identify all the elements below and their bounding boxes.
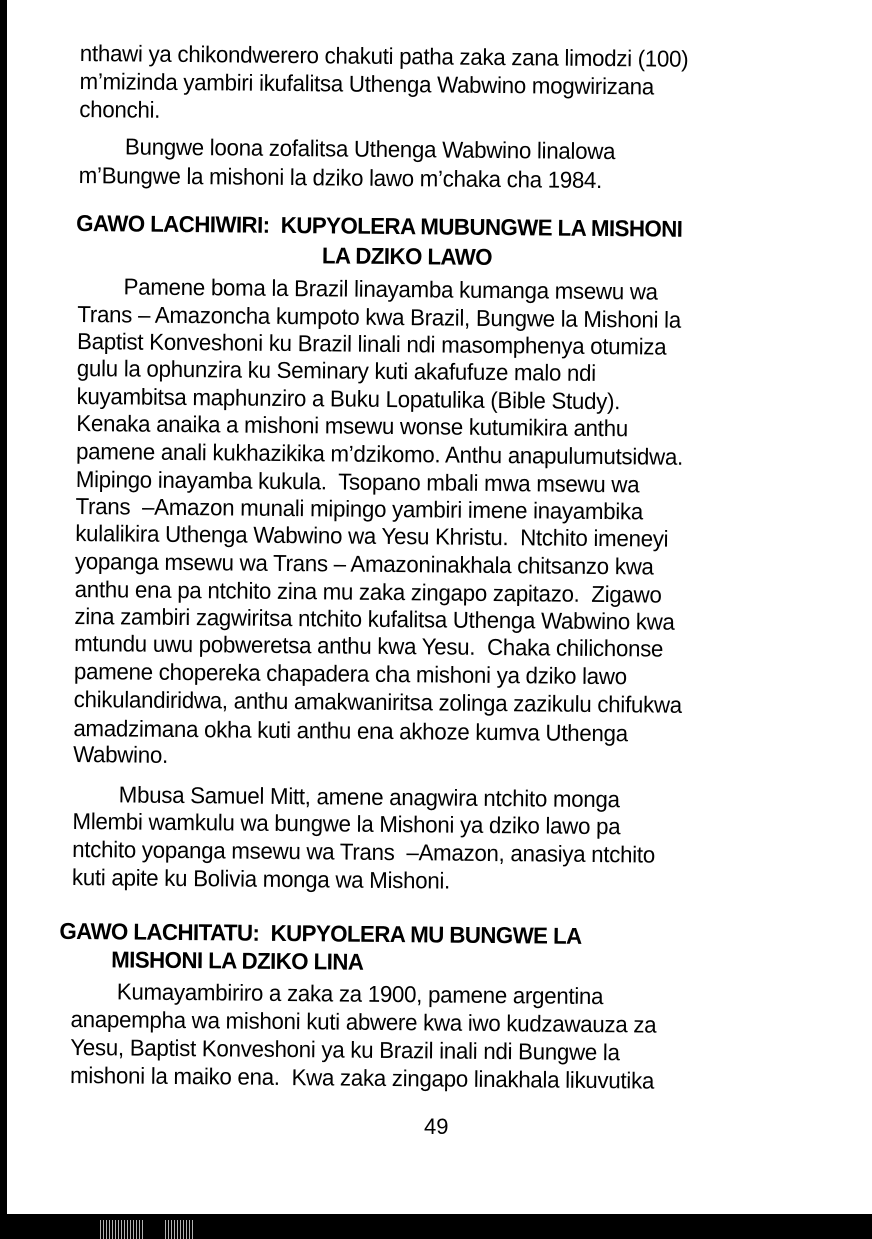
paragraph-line: anapempha wa mishoni kuti abwere kwa iwo kudzawauza za xyxy=(70,1005,657,1038)
paragraph-line: kuti apite ku Bolivia monga wa Mishoni. xyxy=(71,863,451,894)
scan-noise xyxy=(100,1220,145,1239)
paragraph-line: Mlembi wamkulu wa bungwe la Mishoni ya dziko lawo pa xyxy=(72,807,621,840)
section-heading-line: LA DZIKO LAWO xyxy=(321,242,493,270)
section-heading-line: GAWO LACHITATU: KUPYOLERA MU BUNGWE LA xyxy=(59,917,582,949)
paragraph-line: Trans –Amazon munali mipingo yambiri imene inayambika xyxy=(75,492,644,525)
paragraph-line: amadzimana okha kuti anthu ena akhoze kumva Uthenga xyxy=(73,714,628,747)
paragraph-line: Mbusa Samuel Mitt, amene anagwira ntchito monga xyxy=(118,781,620,813)
paragraph-line: anthu ena pa ntchito zina mu zaka zingapo zapitazo. Zigawo xyxy=(74,575,662,608)
paragraph-line: Yesu, Baptist Konveshoni ya ku Brazil inali ndi Bungwe la xyxy=(70,1033,620,1066)
paragraph-line: yopanga msewu wa Trans – Amazoninakhala chitsanzo kwa xyxy=(74,547,654,580)
paragraph-line: chonchi. xyxy=(79,95,161,123)
section-heading-line: GAWO LACHIWIRI: KUPYOLERA MUBUNGWE LA MISHONI xyxy=(76,209,683,242)
paragraph-line: Bungwe loona zofalitsa Uthenga Wabwino linalowa xyxy=(124,133,616,165)
scan-noise xyxy=(165,1220,195,1239)
paragraph-line: mtundu uwu pobweretsa anthu kwa Yesu. Chaka chilichonse xyxy=(74,629,664,662)
paragraph-line: kulalikira Uthenga Wabwino wa Yesu Khristu. Ntchito imeneyi xyxy=(75,519,669,552)
paragraph-line: m’mizinda yambiri ikufalitsa Uthenga Wabwino mogwirizana xyxy=(79,67,655,100)
paragraph-line: Trans – Amazoncha kumpoto kwa Brazil, Bungwe la Mishoni la xyxy=(77,300,682,333)
paragraph-line: chikulandiridwa, anthu amakwaniritsa zolinga zazikulu chifukwa xyxy=(73,685,682,718)
paragraph-line: kuyambitsa maphunziro a Buku Lopatulika (Bible Study). xyxy=(76,382,621,415)
paragraph-line: mishoni la maiko ena. Kwa zaka zingapo linakhala likuvutika xyxy=(69,1061,655,1094)
page-number: 49 xyxy=(424,1114,449,1139)
paragraph-line: Wabwino. xyxy=(73,740,169,768)
paragraph-line: Pamene boma la Brazil linayamba kumanga msewu wa xyxy=(123,273,658,305)
paragraph-line: Mipingo inayamba kukula. Tsopano mbali mwa msewu wa xyxy=(75,465,640,498)
paragraph-line: gulu la ophunzira ku Seminary kuti akafufuze malo ndi xyxy=(76,354,597,386)
paragraph-line: Kumayambiriro a zaka za 1900, pamene argentina xyxy=(116,978,604,1010)
paragraph-line: zina zambiri zagwiritsa ntchito kufalitsa Uthenga Wabwino kwa xyxy=(74,602,675,635)
paragraph-line: Kenaka anaika a mishoni msewu wonse kutumikira anthu xyxy=(76,409,629,442)
section-heading-line: MISHONI LA DZIKO LINA xyxy=(111,946,364,975)
paragraph-line: pamene chopereka chapadera cha mishoni ya dziko lawo xyxy=(73,657,627,690)
paragraph-line: Baptist Konveshoni ku Brazil linali ndi masomphenya otumiza xyxy=(76,327,667,360)
paragraph-line: ntchito yopanga msewu wa Trans –Amazon, anasiya ntchito xyxy=(72,835,656,868)
paragraph-line: pamene anali kukhazikika m’dzikomo. Anthu anapulumutsidwa. xyxy=(75,437,684,470)
paragraph-line: nthawi ya chikondwerero chakuti patha zaka zana limodzi (100) xyxy=(79,40,689,72)
paragraph-line: m’Bungwe la mishoni la dziko lawo m’chaka cha 1984. xyxy=(78,161,603,194)
